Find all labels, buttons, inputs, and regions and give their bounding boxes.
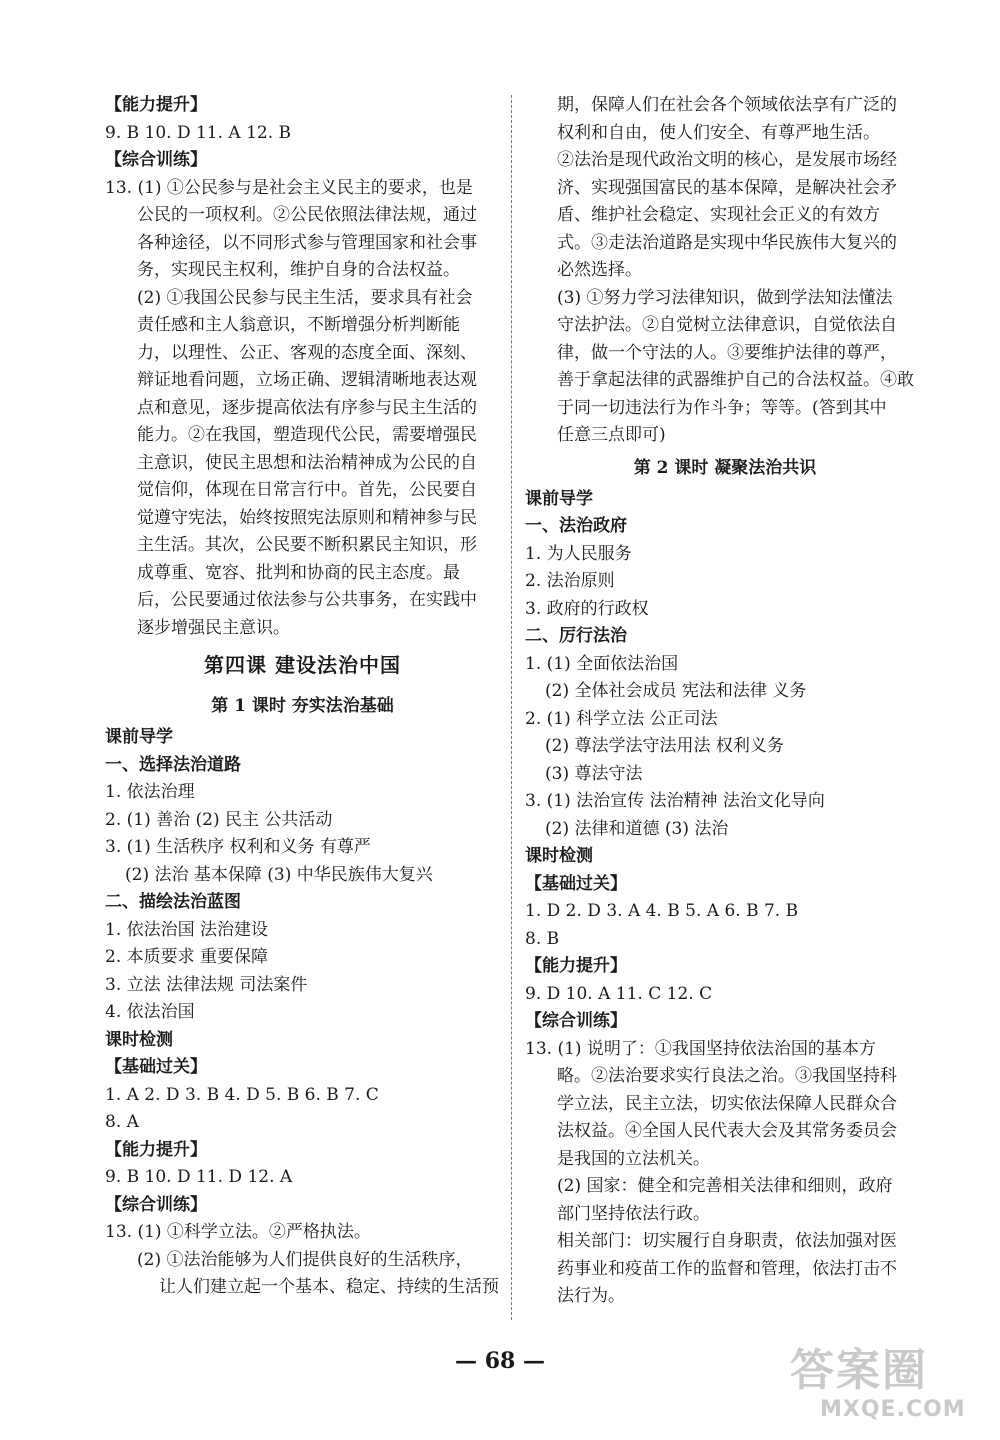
text-line: 2. 法治原则 xyxy=(525,571,615,591)
text-line: 8. A xyxy=(105,1112,139,1132)
text-line: 觉遵守宪法，始终按照宪法原则和精神参与民 xyxy=(137,507,477,528)
text-line: 权利和自由，使人们安全、有尊严地生活。 xyxy=(557,122,880,143)
text-line: ②法治是现代政治文明的核心，是发展市场经 xyxy=(557,150,897,170)
section-heading: 课时检测 xyxy=(105,1029,173,1050)
text-line: 守法护法。②自觉树立法律意识，自觉依法自 xyxy=(557,315,897,335)
text-line: 济、实现强国富民的基本保障，是解决社会矛 xyxy=(557,177,897,198)
text-line: 盾、维护社会稳定、实现社会正义的有效方 xyxy=(557,205,880,225)
text-line: 部门坚持依法行政。 xyxy=(557,1203,710,1224)
section-heading: 【综合训练】 xyxy=(105,150,207,170)
text-line: 于同一切违法行为作斗争；等等。(答到其中 xyxy=(557,397,887,418)
text-line: 主生活。其次，公民要不断积累民主知识，形 xyxy=(137,535,477,555)
text-line: (2) ①法治能够为人们提供良好的生活秩序， xyxy=(137,1249,473,1270)
text-line: 3. 立法 法律法规 司法案件 xyxy=(105,974,308,995)
text-line: (2) 法治 基本保障 (3) 中华民族伟大复兴 xyxy=(125,864,433,885)
text-line: 成尊重、宽容、批判和协商的民主态度。最 xyxy=(137,562,460,583)
text-line: 式。③走法治道路是实现中华民族伟大复兴的 xyxy=(557,232,897,253)
lesson-title: 第四课 建设法治中国 xyxy=(204,653,401,677)
column-divider xyxy=(511,95,512,1320)
text-line: 责任感和主人翁意识，不断增强分析判断能 xyxy=(137,315,460,335)
text-line: 1. A 2. D 3. B 4. D 5. B 6. B 7. C xyxy=(105,1084,379,1105)
text-line: 各种途径，以不同形式参与管理国家和社会事 xyxy=(137,232,477,253)
text-line: 1. D 2. D 3. A 4. B 5. A 6. B 7. B xyxy=(525,901,799,921)
text-line: 觉信仰，体现在日常言行中。首先，公民要自 xyxy=(137,480,477,500)
text-line: 辩证地看问题，立场正确、逻辑清晰地表达观 xyxy=(137,370,477,390)
section-heading: 【综合训练】 xyxy=(525,1011,627,1031)
text-line: 4. 依法治国 xyxy=(105,1002,195,1022)
text-line: 务，实现民主权利，维护自身的合法权益。 xyxy=(137,260,460,280)
text-line: 任意三点即可) xyxy=(557,425,666,445)
text-line: (2) ①我国公民参与民主生活，要求具有社会 xyxy=(137,287,473,308)
text-line: 善于拿起法律的武器维护自己的合法权益。④敢 xyxy=(557,370,914,390)
section-heading: 一、选择法治道路 xyxy=(105,754,241,775)
text-line: 法权益。④全国人民代表大会及其常务委员会 xyxy=(557,1121,897,1141)
text-line: 3. (1) 生活秩序 权利和义务 有尊严 xyxy=(105,837,371,857)
text-line: 后，公民要通过依法参与公共事务，在实践中 xyxy=(137,590,477,610)
text-line: 1. 依法治理 xyxy=(105,782,195,802)
text-line: (2) 法律和道德 (3) 法治 xyxy=(545,818,729,839)
text-line: 学立法，民主立法，切实依法保障人民群众合 xyxy=(557,1093,897,1114)
section-heading: 课前导学 xyxy=(525,488,593,509)
section-heading: 【基础过关】 xyxy=(525,873,627,894)
text-line: 1. (1) 全面依法治国 xyxy=(525,653,679,674)
section-heading: 【综合训练】 xyxy=(105,1194,207,1215)
text-line: 1. 为人民服务 xyxy=(525,543,632,564)
section-heading: 【基础过关】 xyxy=(105,1057,207,1077)
section-heading: 二、描绘法治蓝图 xyxy=(105,892,241,912)
text-line: 13. (1) ①公民参与是社会主义民主的要求，也是 xyxy=(105,177,473,198)
text-line: 9. B 10. D 11. A 12. B xyxy=(105,122,292,143)
page-number: — 68 — xyxy=(455,1348,545,1374)
text-line: 2. 本质要求 重要保障 xyxy=(105,947,269,967)
text-line: 2. (1) 善治 (2) 民主 公共活动 xyxy=(105,809,333,830)
text-line: 法行为。 xyxy=(557,1286,625,1306)
text-line: 9. B 10. D 11. D 12. A xyxy=(105,1167,293,1187)
text-line: 3. 政府的行政权 xyxy=(525,598,649,619)
text-line: 2. (1) 科学立法 公正司法 xyxy=(525,708,718,729)
text-line: 主意识，使民主思想和法治精神成为公民的自 xyxy=(137,452,477,473)
watermark-logo xyxy=(790,1345,990,1435)
section-heading: 课前导学 xyxy=(105,727,173,747)
text-line: 9. D 10. A 11. C 12. C xyxy=(525,983,713,1004)
text-line: (2) 全体社会成员 宪法和法律 义务 xyxy=(545,681,807,701)
section-heading: 【能力提升】 xyxy=(105,1139,207,1160)
text-line: (3) ①努力学习法律知识，做到学法知法懂法 xyxy=(557,287,893,308)
right-column xyxy=(525,92,925,1311)
text-line: 是我国的立法机关。 xyxy=(557,1148,710,1169)
text-line: 1. 依法治国 法治建设 xyxy=(105,919,269,940)
text-line: (2) 尊法学法守法用法 权利义务 xyxy=(545,736,784,756)
section-heading: 二、厉行法治 xyxy=(525,626,627,646)
text-line: 点和意见，逐步提高依法有序参与民主生活的 xyxy=(137,397,477,418)
text-line: 能力。②在我国，塑造现代公民，需要增强民 xyxy=(137,425,477,445)
text-line: 3. (1) 法治宣传 法治精神 法治文化导向 xyxy=(525,791,825,811)
section-title: 第 2 课时 凝聚法治共识 xyxy=(633,457,817,478)
section-heading: 课时检测 xyxy=(525,846,593,866)
section-heading: 一、法治政府 xyxy=(525,516,627,536)
text-line: 13. (1) 说明了：①我国坚持依法治国的基本方 xyxy=(525,1038,876,1059)
text-line: 相关部门：切实履行自身职责，依法加强对医 xyxy=(557,1231,897,1251)
text-line: (3) 尊法守法 xyxy=(545,763,643,784)
section-heading: 【能力提升】 xyxy=(525,956,627,976)
watermark-main-text: 答案圈 xyxy=(790,1345,928,1396)
text-line: 逐步增强民主意识。 xyxy=(137,617,290,638)
text-line: 期，保障人们在社会各个领域依法享有广泛的 xyxy=(557,95,897,115)
text-line: 8. B xyxy=(525,928,560,949)
text-line: 让人们建立起一个基本、稳定、持续的生活预 xyxy=(159,1277,499,1297)
text-line: 必然选择。 xyxy=(557,260,642,280)
text-line: 力，以理性、公正、客观的态度全面、深刻、 xyxy=(137,342,477,363)
text-line: 公民的一项权利。②公民依照法律法规，通过 xyxy=(137,205,477,225)
text-line: 律，做一个守法的人。③要维护法律的尊严， xyxy=(557,342,897,363)
text-line: 药事业和疫苗工作的监督和管理，依法打击不 xyxy=(557,1258,897,1279)
section-title: 第 1 课时 夯实法治基础 xyxy=(211,696,394,716)
text-line: 略。②法治要求实行良法之治。③我国坚持科 xyxy=(557,1066,897,1086)
left-column xyxy=(105,92,500,1302)
text-line: 13. (1) ①科学立法。②严格执法。 xyxy=(105,1222,371,1242)
section-heading: 【能力提升】 xyxy=(105,95,207,115)
text-line: (2) 国家：健全和完善相关法律和细则，政府 xyxy=(557,1176,893,1196)
watermark-site-text: MXQE.COM xyxy=(820,1397,966,1422)
